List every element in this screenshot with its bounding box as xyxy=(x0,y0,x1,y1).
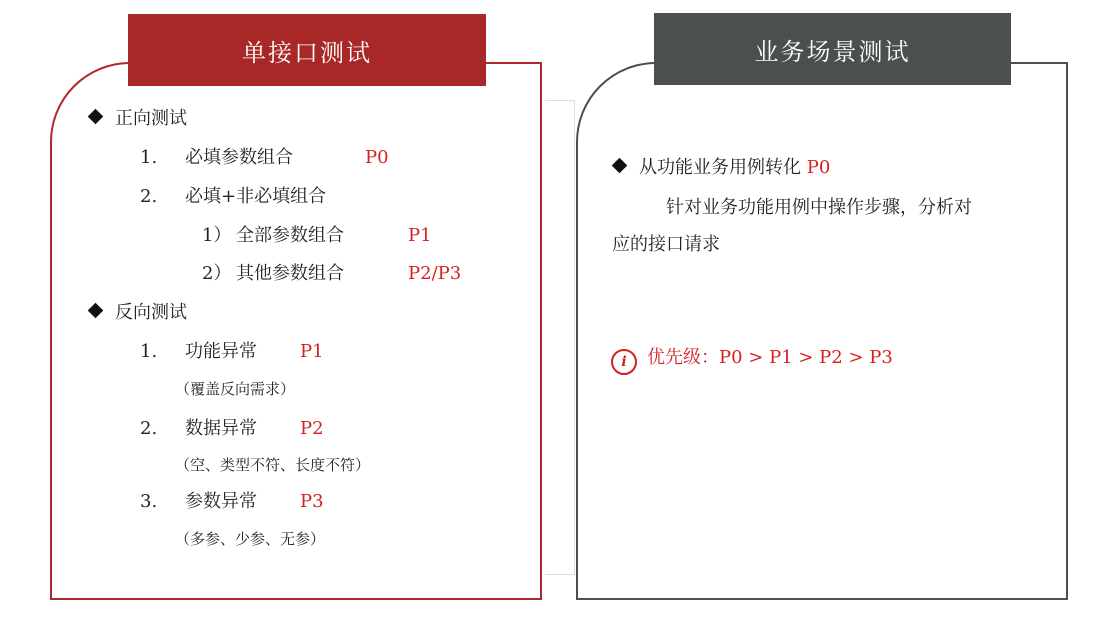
connector-shape xyxy=(545,100,575,575)
item-priority: P0 xyxy=(365,147,389,168)
business-scenario-card xyxy=(576,62,1068,600)
section-heading-positive xyxy=(90,108,187,130)
item-text: 其他参数组合 xyxy=(236,263,344,284)
item-note: （覆盖反向需求） xyxy=(175,380,296,398)
item-num: 2. xyxy=(140,418,158,439)
section-heading-negative xyxy=(90,302,187,324)
item-priority: P1 xyxy=(300,341,324,362)
item-note: （多参、少参、无参） xyxy=(175,530,326,548)
scenario-heading xyxy=(614,157,830,179)
item-text: 必填参数组合 xyxy=(185,147,293,168)
item-num: 1） xyxy=(202,225,232,246)
item-text: 数据异常 xyxy=(185,418,257,439)
item-num: 1. xyxy=(140,341,158,362)
item-priority: P1 xyxy=(408,225,432,246)
heading-text: 反向测试 xyxy=(115,302,187,323)
item-priority: P2/P3 xyxy=(408,263,462,284)
diamond-bullet-icon xyxy=(88,109,104,125)
diamond-bullet-icon xyxy=(612,158,628,174)
heading-text: 正向测试 xyxy=(115,108,187,129)
diamond-bullet-icon xyxy=(88,303,104,319)
item-num: 1. xyxy=(140,147,158,168)
info-icon: i xyxy=(611,349,637,375)
list-item xyxy=(140,147,157,169)
single-interface-card xyxy=(50,62,542,600)
item-priority: P3 xyxy=(300,491,324,512)
priority-order-text: 优先级：P0 > P1 > P2 > P3 xyxy=(647,347,893,368)
item-text: 功能异常 xyxy=(185,341,257,362)
item-num: 3. xyxy=(140,491,158,512)
business-scenario-title: 业务场景测试 xyxy=(654,13,1011,85)
scenario-priority: P0 xyxy=(806,157,831,178)
item-num: 2） xyxy=(202,263,232,284)
item-num: 2. xyxy=(140,186,158,207)
heading-text: 从功能业务用例转化 xyxy=(639,157,801,178)
item-text: 必填+非必填组合 xyxy=(185,186,327,207)
item-note: （空、类型不符、长度不符） xyxy=(175,456,371,474)
scenario-desc-line1: 针对业务功能用例中操作步骤，分析对 xyxy=(666,197,972,218)
single-interface-title: 单接口测试 xyxy=(128,14,486,86)
priority-order xyxy=(611,347,893,375)
scenario-desc-line2: 应的接口请求 xyxy=(612,234,720,255)
item-priority: P2 xyxy=(300,418,324,439)
item-text: 全部参数组合 xyxy=(236,225,344,246)
item-text: 参数异常 xyxy=(185,491,257,512)
